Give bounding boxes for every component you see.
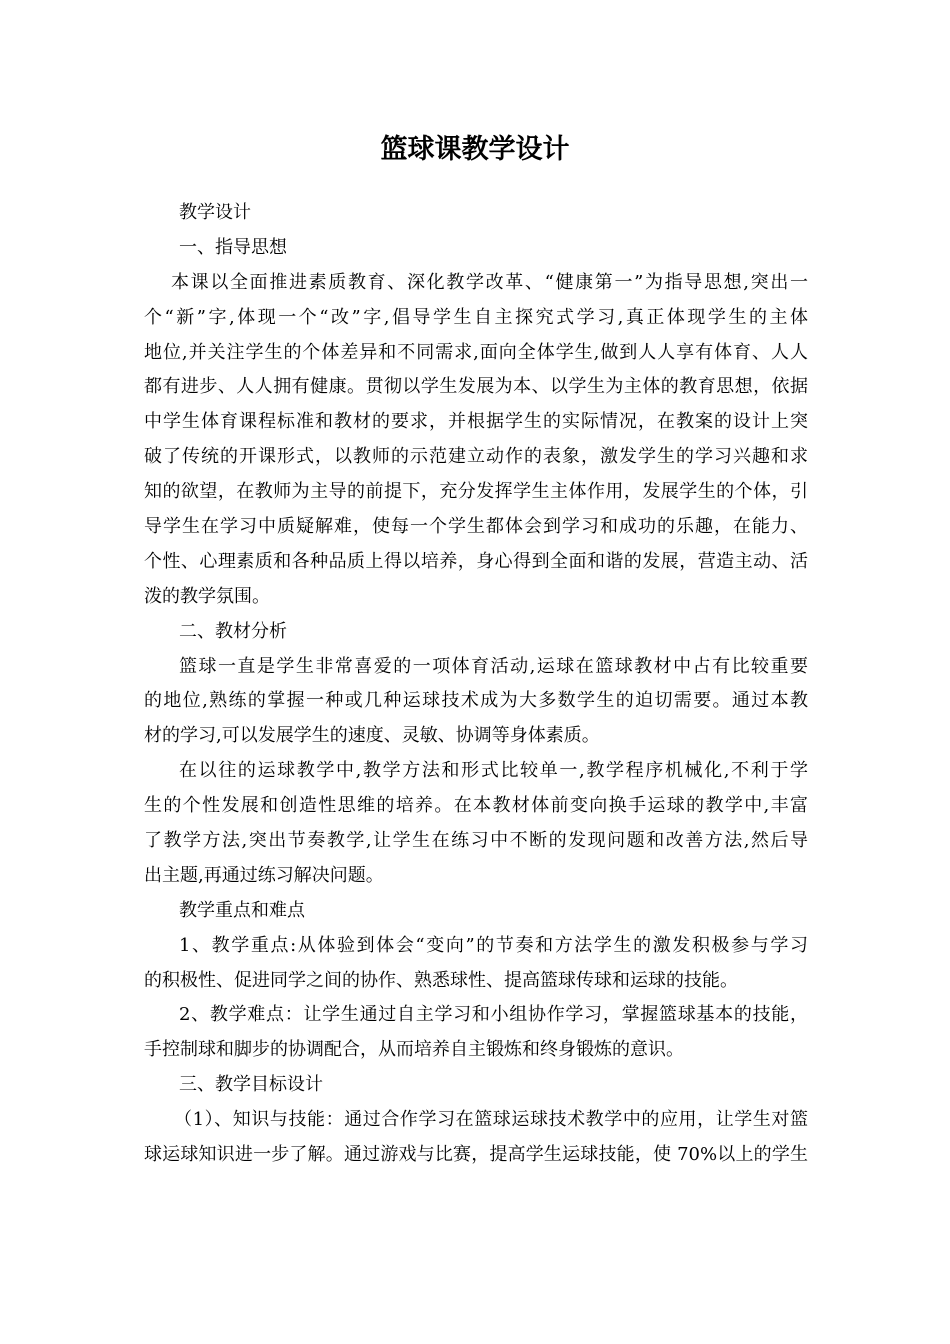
section-heading-key-points: 教学重点和难点 (179, 899, 305, 921)
paragraph-line: 本课以全面推进素质教育、深化教学改革、“健康第一”为指导思想,突出一 (171, 271, 808, 293)
paragraph-line: 中学生体育课程标准和教材的要求，并根据学生的实际情况，在教案的设计上突 (144, 411, 808, 433)
section-heading-design: 教学设计 (179, 202, 251, 223)
paragraph-line: 个“新”字,体现一个“改”字,倡导学生自主探究式学习,真正体现学生的主体 (144, 306, 808, 328)
paragraph-line: 了教学方法,突出节奏教学,让学生在练习中不断的发现问题和改善方法,然后导 (144, 830, 808, 852)
paragraph-line: 手控制球和脚步的协调配合，从而培养自主锻炼和终身锻炼的意识。 (144, 1039, 684, 1061)
document-title: 篮球课教学设计 (380, 134, 570, 165)
paragraph-line: 出主题,再通过练习解决问题。 (144, 864, 384, 886)
paragraph-line: 个性、心理素质和各种品质上得以培养，身心得到全面和谐的发展，营造主动、活 (144, 550, 808, 572)
document-body (144, 196, 808, 1173)
paragraph-line: 2、教学难点：让学生通过自主学习和小组协作学习，掌握篮球基本的技能， (179, 1004, 808, 1026)
paragraph-line: 生的个性发展和创造性思维的培养。在本教材体前变向换手运球的教学中,丰富 (144, 795, 808, 817)
paragraph-line: 球运球知识进一步了解。通过游戏与比赛，提高学生运球技能，使 70%以上的学生 (144, 1144, 808, 1166)
paragraph-line: 的地位,熟练的掌握一种或几种运球技术成为大多数学生的迫切需要。通过本教 (144, 690, 808, 712)
paragraph-line: （1）、知识与技能：通过合作学习在篮球运球技术教学中的应用，让学生对篮 (174, 1109, 808, 1131)
section-heading-guiding-thought: 一、指导思想 (179, 236, 287, 258)
section-heading-material-analysis: 二、教材分析 (179, 620, 287, 642)
paragraph-line: 材的学习,可以发展学生的速度、灵敏、协调等身体素质。 (144, 725, 600, 747)
section-heading-objectives: 三、教学目标设计 (179, 1074, 323, 1096)
paragraph-line: 地位,并关注学生的个体差异和不同需求,面向全体学生,做到人人享有体育、人人 (144, 341, 808, 363)
paragraph-line: 篮球一直是学生非常喜爱的一项体育活动,运球在篮球教材中占有比较重要 (179, 655, 808, 677)
paragraph-line: 1、教学重点:从体验到体会“变向”的节奏和方法学生的激发积极参与学习 (179, 934, 808, 956)
paragraph-line: 在以往的运球教学中,教学方法和形式比较单一,教学程序机械化,不利于学 (179, 760, 808, 782)
paragraph-line: 的积极性、促进同学之间的协作、熟悉球性、提高篮球传球和运球的技能。 (144, 969, 738, 991)
paragraph-line: 泼的教学氛围。 (144, 585, 270, 607)
paragraph-line: 都有进步、人人拥有健康。贯彻以学生发展为本、以学生为主体的教育思想，依据 (144, 376, 808, 398)
paragraph-line: 知的欲望，在教师为主导的前提下，充分发挥学生主体作用，发展学生的个体，引 (144, 481, 808, 503)
paragraph-line: 破了传统的开课形式，以教师的示范建立动作的表象，激发学生的学习兴趣和求 (144, 446, 808, 468)
paragraph-line: 导学生在学习中质疑解难，使每一个学生都体会到学习和成功的乐趣，在能力、 (144, 516, 808, 538)
